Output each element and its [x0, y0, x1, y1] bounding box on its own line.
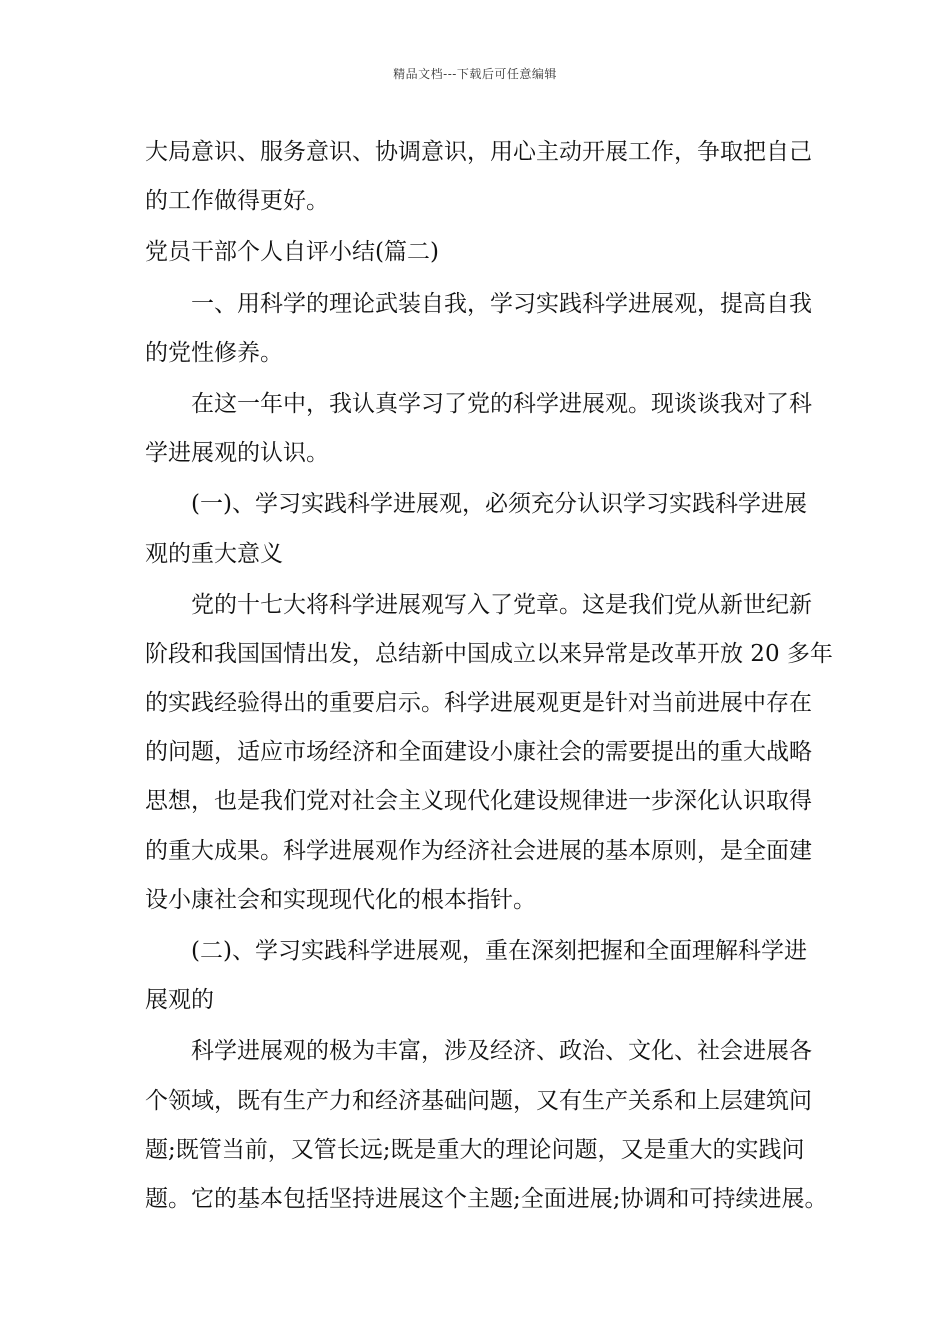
text-line: 大局意识、服务意识、协调意识，用心主动开展工作，争取把自己: [145, 139, 812, 165]
text-line: 党的十七大将科学进展观写入了党章。这是我们党从新世纪新: [191, 591, 812, 618]
text-line: 思想，也是我们党对社会主义现代化建设规律进一步深化认识取得: [145, 788, 812, 815]
text-line: 阶段和我国国情出发，总结新中国成立以来异常是改革开放 20 多年: [145, 640, 833, 667]
paragraph: [145, 1027, 828, 1224]
paragraph: [145, 927, 813, 1025]
paragraph: [145, 480, 813, 578]
text-line: 题。它的基本包括坚持进展这个主题;全面进展;协调和可持续进展。: [145, 1185, 828, 1212]
text-line: 的重大成果。科学进展观作为经济社会进展的基本原则，是全面建: [145, 837, 812, 864]
text-line: 设小康社会和实现现代化的根本指针。: [145, 886, 536, 913]
paragraph: [145, 581, 833, 925]
text-line: 学进展观的认识。: [145, 440, 329, 467]
text-line: 展观的: [145, 987, 214, 1014]
text-line: 的工作做得更好。: [145, 188, 329, 215]
paragraph: [145, 128, 813, 226]
text-line: (一)、学习实践科学进展观，必须充分认识学习实践科学进展: [191, 491, 807, 518]
paragraph: [145, 380, 813, 478]
text-line: 观的重大意义: [145, 540, 283, 567]
text-line: 的实践经验得出的重要启示。科学进展观更是针对当前进展中存在: [145, 690, 812, 717]
text-line: 科学进展观的极为丰富，涉及经济、政治、文化、社会进展各: [191, 1038, 812, 1065]
paragraph: [145, 280, 813, 378]
text-line: 在这一年中，我认真学习了党的科学进展观。现谈谈我对了科: [191, 390, 812, 417]
text-line: 一、用科学的理论武装自我，学习实践科学进展观，提高自我: [191, 290, 812, 317]
page-header: 精品文档---下载后可任意编辑: [393, 67, 557, 81]
text-line: 题;既管当前，又管长远;既是重大的理论问题，又是重大的实践问: [145, 1136, 805, 1163]
text-line: (二)、学习实践科学进展观，重在深刻把握和全面理解科学进: [191, 938, 807, 964]
document-body: [145, 128, 833, 1226]
text-line: 的问题，适应市场经济和全面建设小康社会的需要提出的重大战略: [145, 739, 812, 766]
text-line: 党员干部个人自评小结(篇二): [145, 239, 439, 266]
section-heading: [145, 228, 813, 277]
text-line: 个领域，既有生产力和经济基础问题，又有生产关系和上层建筑问: [145, 1087, 812, 1114]
text-line: 的党性修养。: [145, 339, 283, 366]
